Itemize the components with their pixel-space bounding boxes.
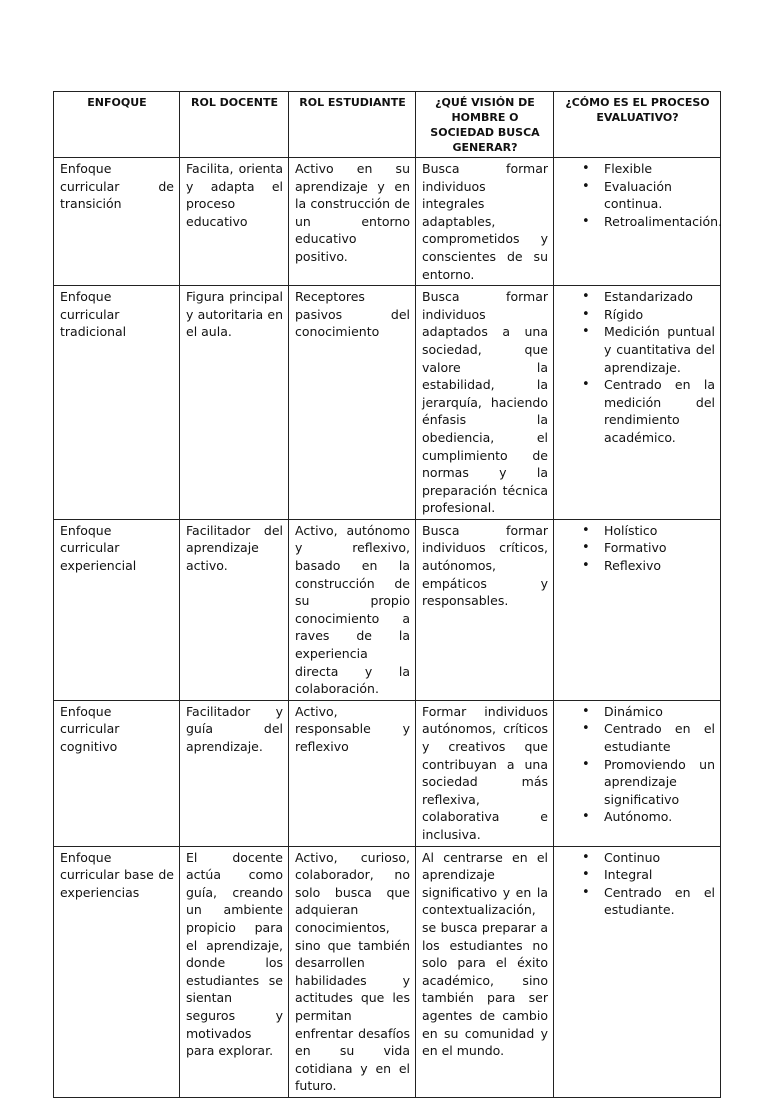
header-enfoque: ENFOQUE bbox=[54, 92, 180, 158]
cell-rol-estudiante: Activo, responsable y reflexivo bbox=[289, 700, 416, 846]
table-row bbox=[54, 519, 721, 700]
cell-vision: Busca formar individuos críticos, autónomos, empáticos y responsables. bbox=[416, 519, 554, 700]
cell-vision: Formar individuos autónomos, críticos y creativos que contribuyan a una sociedad más reflexiva, colaborativa e inclusiva. bbox=[416, 700, 554, 846]
list-item: • Evaluación continua. bbox=[604, 178, 715, 213]
list-item: • Promoviendo un aprendizaje significativo bbox=[604, 756, 715, 809]
list-item: • Centrado en la medición del rendimiento académico. bbox=[604, 376, 715, 446]
cell-proceso-evaluativo bbox=[554, 286, 721, 520]
cell-vision: Al centrarse en el aprendizaje significativo y en la contextualización, se busca preparar a los estudiantes no solo para el éxito académico, sino también para ser agentes de cambio en su comunidad y en el mundo. bbox=[416, 846, 554, 1097]
cell-rol-docente: Facilita, orienta y adapta el proceso educativo bbox=[180, 158, 289, 286]
evaluation-list bbox=[556, 522, 715, 575]
table-header bbox=[54, 92, 721, 158]
list-item: • Retroalimentación. bbox=[604, 213, 715, 231]
curricular-approaches-table bbox=[53, 91, 721, 1098]
header-rol-estudiante: ROL ESTUDIANTE bbox=[289, 92, 416, 158]
cell-rol-docente: El docente actúa como guía, creando un ambiente propicio para el aprendizaje, donde los estudiantes se sientan seguros y motivados para explorar. bbox=[180, 846, 289, 1097]
list-item: • Continuo bbox=[604, 849, 715, 867]
list-item: • Autónomo. bbox=[604, 808, 715, 826]
header-rol-docente: ROL DOCENTE bbox=[180, 92, 289, 158]
list-item: • Centrado en el estudiante bbox=[604, 720, 715, 755]
cell-proceso-evaluativo bbox=[554, 158, 721, 286]
cell-rol-estudiante: Activo, autónomo y reflexivo, basado en la construcción de su propio conocimiento a raves de la experiencia directa y la colaboración. bbox=[289, 519, 416, 700]
cell-vision: Busca formar individuos integrales adaptables, comprometidos y conscientes de su entorno. bbox=[416, 158, 554, 286]
evaluation-list bbox=[556, 703, 715, 826]
cell-rol-estudiante: Activo, curioso, colaborador, no solo busca que adquieran conocimientos, sino que también desarrollen habilidades y actitudes que les permitan enfrentar desafíos en su vida cotidiana y en el futuro. bbox=[289, 846, 416, 1097]
table-row bbox=[54, 846, 721, 1097]
table-row bbox=[54, 158, 721, 286]
cell-rol-estudiante: Receptores pasivos del conocimiento bbox=[289, 286, 416, 520]
cell-enfoque: Enfoque curricular de transición bbox=[54, 158, 180, 286]
table-row bbox=[54, 286, 721, 520]
cell-enfoque: Enfoque curricular experiencial bbox=[54, 519, 180, 700]
list-item: • Estandarizado bbox=[604, 288, 715, 306]
cell-enfoque: Enfoque curricular tradicional bbox=[54, 286, 180, 520]
list-item: • Dinámico bbox=[604, 703, 715, 721]
header-proceso-evaluativo: ¿CÓMO ES EL PROCESO EVALUATIVO? bbox=[554, 92, 721, 158]
header-row bbox=[54, 92, 721, 158]
cell-rol-docente: Facilitador y guía del aprendizaje. bbox=[180, 700, 289, 846]
header-vision: ¿QUÉ VISIÓN DE HOMBRE O SOCIEDAD BUSCA GENERAR? bbox=[416, 92, 554, 158]
cell-enfoque: Enfoque curricular cognitivo bbox=[54, 700, 180, 846]
list-item: • Centrado en el estudiante. bbox=[604, 884, 715, 919]
cell-proceso-evaluativo bbox=[554, 846, 721, 1097]
evaluation-list bbox=[556, 160, 723, 230]
list-item: • Flexible bbox=[604, 160, 715, 178]
list-item: • Integral bbox=[604, 866, 715, 884]
cell-proceso-evaluativo bbox=[554, 519, 721, 700]
cell-enfoque: Enfoque curricular base de experiencias bbox=[54, 846, 180, 1097]
list-item: • Reflexivo bbox=[604, 557, 715, 575]
cell-rol-docente: Facilitador del aprendizaje activo. bbox=[180, 519, 289, 700]
table-row bbox=[54, 700, 721, 846]
list-item: • Medición puntual y cuantitativa del aprendizaje. bbox=[604, 323, 715, 376]
cell-vision: Busca formar individuos adaptados a una sociedad, que valore la estabilidad, la jerarquía, haciendo énfasis la obediencia, el cumplimiento de normas y la preparación técnica profesional. bbox=[416, 286, 554, 520]
cell-rol-estudiante: Activo en su aprendizaje y en la construcción de un entorno educativo positivo. bbox=[289, 158, 416, 286]
table-body bbox=[54, 158, 721, 1098]
list-item: • Holístico bbox=[604, 522, 715, 540]
list-item: • Rígido bbox=[604, 306, 715, 324]
cell-rol-docente: Figura principal y autoritaria en el aula. bbox=[180, 286, 289, 520]
cell-proceso-evaluativo bbox=[554, 700, 721, 846]
evaluation-list bbox=[556, 849, 715, 919]
list-item: • Formativo bbox=[604, 539, 715, 557]
evaluation-list bbox=[556, 288, 715, 446]
